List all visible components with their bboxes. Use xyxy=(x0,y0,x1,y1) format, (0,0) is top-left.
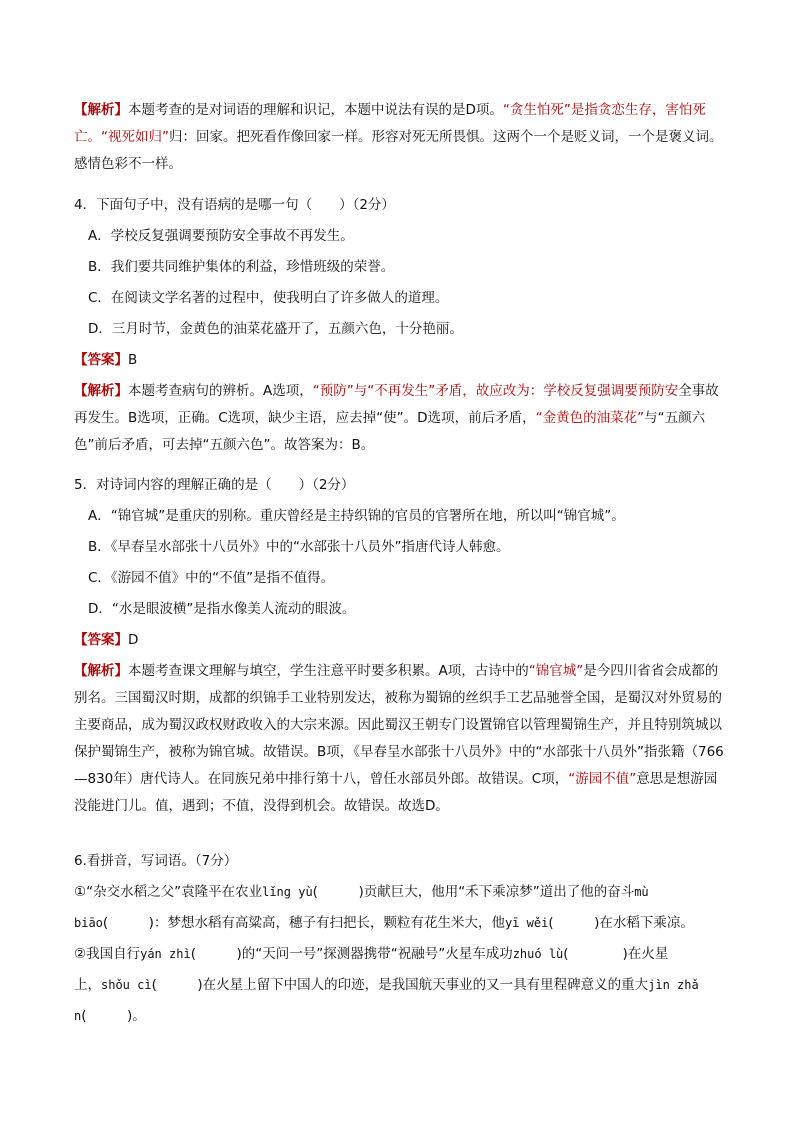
analysis-text: 本题考查课文理解与填空，学生注意平时要多积累。A项，古诗中的 xyxy=(128,663,529,679)
pinyin: yán zhì xyxy=(140,947,191,961)
analysis-highlight: “锦官城” xyxy=(528,663,584,679)
pinyin: yī wěi xyxy=(504,916,549,930)
analysis-text: 与“五颜六色”前后矛盾，可去掉“五颜六色”。故答案为：B。 xyxy=(74,410,706,453)
q5-option-d: D．“水是眼波横”是指水像美人流动的眼波。 xyxy=(88,601,356,617)
analysis-highlight: “贪生怕死”是指贪恋生存，害怕死亡。“视死如归” xyxy=(74,102,706,145)
q5-stem: 5．对诗词内容的理解正确的是（ ）（2分） xyxy=(74,477,355,493)
answer-value: B xyxy=(128,352,138,368)
q4-option-d: D．三月时节，金黄色的油菜花盛开了，五颜六色，十分艳丽。 xyxy=(88,321,463,337)
analysis-tag: 【解析】 xyxy=(74,383,128,399)
analysis-text: 是今四川省省会成都的别名。三国蜀汉时期，成都的织锦手工业特别发达，被称为蜀锦的丝织手工艺品驰誉全国，是蜀汉对外贸易的主要商品，成为蜀汉政权财政收入的大宗来源。因此蜀汉王朝专门设置锦官以管理蜀锦生产，并且特别筑城以保护蜀锦生产，被称为锦官城。故错误。B项，《早春呈水部张十八员外》中的“水部张十八员外”指张籍（766—830年）唐代诗人。在同族兄弟中排行第十八，曾任水部员外郎。故错误。C项， xyxy=(74,663,724,787)
analysis-highlight: “游园不值” xyxy=(568,771,637,787)
q6-text: ( )在水稻下乘凉。 xyxy=(548,915,694,931)
pinyin: mù xyxy=(634,885,649,899)
q5-option-a: A．“锦官城”是重庆的别称。重庆曾经是主持织锦的官员的官署所在地，所以叫“锦官城”。 xyxy=(88,508,625,524)
pinyin: jìn zhǎ xyxy=(648,978,699,992)
q5-option-c: C．《游园不值》中的“不值”是指不值得。 xyxy=(88,570,335,586)
q4-stem: 4．下面句子中，没有语病的是哪一句（ ）（2分） xyxy=(74,197,395,213)
q6-text: ( )在火星上留下中国人的印迹，是我国航天事业的又一具有里程碑意义的重大 xyxy=(151,977,649,993)
q5-answer xyxy=(74,627,724,654)
answer-tag: 【答案】 xyxy=(74,352,128,368)
q6-line-5 xyxy=(74,1003,724,1030)
q4-option-b: B．我们要共同维护集体的利益，珍惜班级的荣誉。 xyxy=(88,259,395,275)
q5-analysis xyxy=(74,658,724,820)
q6-line-2 xyxy=(74,910,724,937)
pinyin: zhuó lù xyxy=(512,947,564,961)
q6-line-4 xyxy=(74,972,724,999)
analysis-tag: 【解析】 xyxy=(74,663,128,679)
q6-text: 上， xyxy=(74,977,101,993)
q6-text: ( )的“天问一号”探测器携带“祝融号”火星车成功 xyxy=(190,946,513,962)
q4-option-c: C．在阅读文学名著的过程中，使我明白了许多做人的道理。 xyxy=(88,290,449,306)
q6-line-3 xyxy=(74,941,724,968)
analysis-highlight: “预防”与“不再发生”矛盾，故应改为：学校反复强调要预防安 xyxy=(312,383,679,399)
analysis-text: 归：回家。把死看作像回家一样。形容对死无所畏惧。这两个一个是贬义词，一个是褒义词。感情色彩不一样。 xyxy=(74,129,723,172)
q6-text: ( )：梦想水稻有高粱高，穗子有扫把长，颗粒有花生米大，他 xyxy=(102,915,505,931)
pinyin: biāo xyxy=(74,916,103,930)
analysis-tag: 【解析】 xyxy=(74,102,128,118)
analysis-text: 本题考查病句的辨析。A选项， xyxy=(128,383,313,399)
q6-text: ( )贡献巨大，他用“禾下乘凉梦”道出了他的奋斗 xyxy=(312,884,635,900)
q6-text: ②我国自行 xyxy=(74,946,141,962)
q4-answer xyxy=(74,347,724,374)
answer-tag: 【答案】 xyxy=(74,632,128,648)
pinyin: n xyxy=(74,1009,82,1023)
q4-option-a: A．学校反复强调要预防安全事故不再发生。 xyxy=(88,228,354,244)
q6-stem: 6.看拼音，写词语。（7分） xyxy=(74,853,238,869)
q6-text: ( )在火星 xyxy=(563,946,669,962)
analysis-text: 全事故再发生。B选项，正确。C选项，缺少主语，应去掉“使”。D选项，前后矛盾， xyxy=(74,383,719,426)
q5-option-b: B．《早春呈水部张十八员外》中的“水部张十八员外”指唐代诗人韩愈。 xyxy=(88,539,510,555)
analysis-text: 意思是想游园没能进门儿。值，遇到；不值，没得到机会。故错误。故选D。 xyxy=(74,771,718,814)
q4-analysis xyxy=(74,378,724,459)
analysis-highlight: “金黄色的油菜花” xyxy=(535,410,645,426)
q6-line-1 xyxy=(74,879,724,906)
pinyin: lǐng yù xyxy=(262,885,313,899)
q6-text: ①“杂交水稻之父”袁隆平在农业 xyxy=(74,884,263,900)
q6-text: ( )。 xyxy=(81,1008,146,1024)
analysis-text: 本题考查的是对词语的理解和识记，本题中说法有误的是D项。 xyxy=(128,102,503,118)
q3-analysis xyxy=(74,97,724,178)
answer-value: D xyxy=(128,632,139,648)
pinyin: shǒu cì xyxy=(101,978,152,992)
